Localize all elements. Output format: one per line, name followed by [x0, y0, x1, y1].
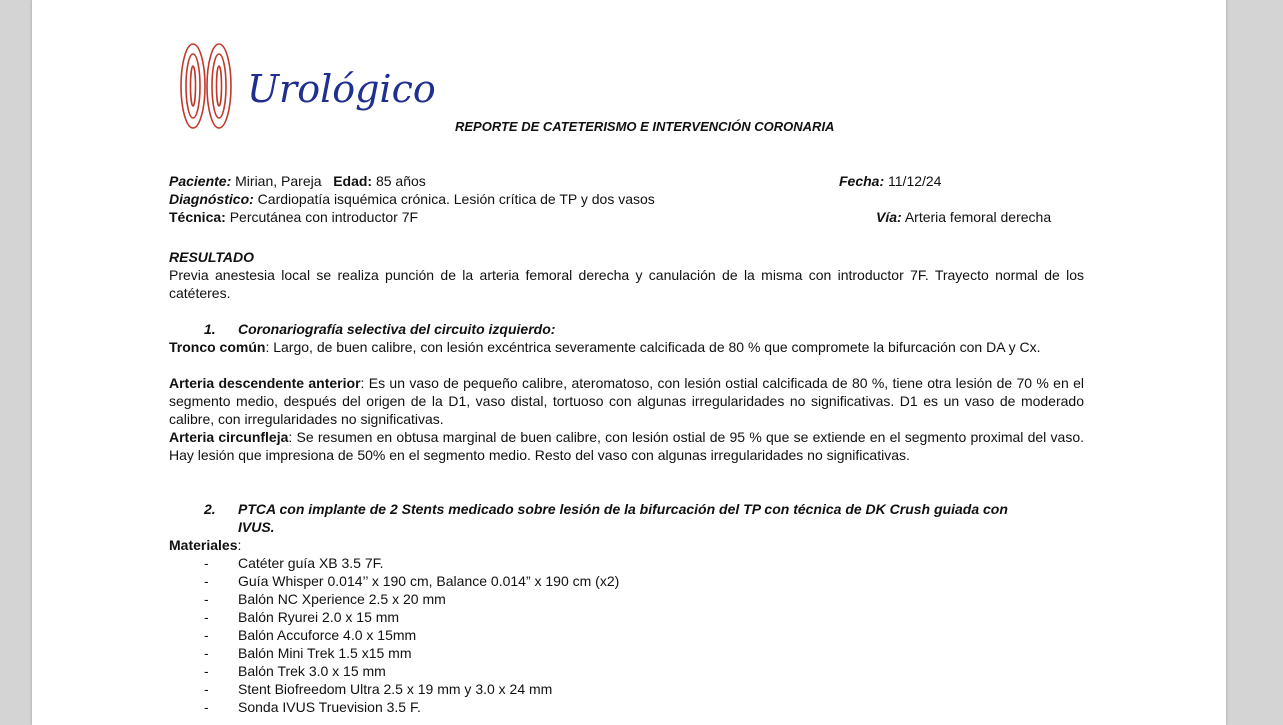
clinic-logo: [179, 40, 436, 145]
result-text: Previa anestesia local se realiza punción de la arteria femoral derecha y canulación de la misma con introductor 7F. Trayecto normal de los catéteres.: [169, 267, 1084, 301]
section1-title: Coronariografía selectiva del circuito izquierdo:: [238, 321, 556, 337]
document-page: Urológico REPORTE DE CATETERISMO E INTERVENCIÓN CORONARIA Paciente: Mirian, Pareja Edad: 85 años Fecha: 11/12/24 Diagnóstico: Cardiopatía isquémica crónica. Lesión crítica de TP y dos vasos Técnica: Percutánea con introductor 7F Vía: Arteria femoral derecha RESULTADO Previa anestesia local se realiza punción de la arteria femoral derecha y canulación de la misma con introductor 7F. Trayecto normal de los catéteres. 1. Coronariografía selectiva del circuito izquierdo: Tronco común: Largo, de buen calibre, con lesión excéntrica severamente calcificada de 80 % que compromete la bifurcación con DA y Cx. Arteria descendente anterior: Es un vaso de pequeño calibre, ateromatoso, con lesión ostial calcificada de 80 %, tiene otra lesión de 70 % en el segmento medio, después del origen de la D1, vaso distal, tortuoso con algunas irregularidades no significativas. D1 es un vaso de moderado calibre, con irregularidades no significativas. Arteria circunfleja: Se resumen en obtusa marginal de buen calibre, con lesión ostial de 95 % que se extiende en el segmento proximal del vaso. Hay lesión que impresiona de 50% en el segmento medio. Resto del vaso con algunas irregularidades no significativas. 2. PTCA con implante de 2 Stents medicado sobre lesión de la bifurcación del TP con técnica de DK Crush guiada con IVUS. Materiales: - Catéter guía XB 3.5 7F. - Guía Whisper 0.014’’ x 190 cm, Balance 0.014” x 190 cm (x2) - Balón NC Xperience 2.5 x 20 mm - Balón Ryurei 2.0 x 15 mm - Balón Accuforce 4.0 x 15mm - Balón Mini Trek 1.5 x15 mm - Balón Trek 3.0 x 15 mm - Stent Biofreedom Ultra 2.5 x 19 mm y 3.0 x 24 mm - Sonda IVUS Truevision 3.5 F.: [32, 0, 1226, 725]
svg-text:Urológico: Urológico: [247, 67, 436, 111]
date-line: Fecha: 11/12/24: [839, 173, 942, 189]
section2-title-line1: PTCA con implante de 2 Stents medicado sobre lesión de la bifurcación del TP con técnica de DK Crush guiada con: [238, 501, 1008, 517]
section2-number: 2.: [204, 501, 216, 517]
technique-line: Técnica: Percutánea con introductor 7F: [169, 209, 419, 225]
route-line: Vía: Arteria femoral derecha: [876, 209, 1052, 225]
section2-title-line2: IVUS.: [238, 519, 275, 535]
result-heading: RESULTADO: [169, 249, 255, 265]
materials-heading: Materiales:: [169, 537, 242, 553]
patient-line: Paciente: Mirian, Pareja Edad: 85 años: [169, 173, 426, 189]
section1-number: 1.: [204, 321, 216, 337]
report-title: REPORTE DE CATETERISMO E INTERVENCIÓN CORONARIA: [455, 119, 835, 134]
diagnosis-line: Diagnóstico: Cardiopatía isquémica crónica. Lesión crítica de TP y dos vasos: [169, 191, 655, 207]
tronco-paragraph: Tronco común: Largo, de buen calibre, con lesión excéntrica severamente calcificada de 80 % que compromete la bifurcación con DA y Cx.: [169, 339, 1041, 355]
cx-paragraph: Arteria circunfleja: Se resumen en obtusa marginal de buen calibre, con lesión ostial de 95 % que se extiende en el segmento proximal del vaso. Hay lesión que impresiona de 50% en el segmento medio. Resto del vaso con algunas irregularidades no significativas.: [169, 429, 1084, 463]
da-paragraph: Arteria descendente anterior: Es un vaso de pequeño calibre, ateromatoso, con lesión ostial calcificada de 80 %, tiene otra lesión de 70 % en el segmento medio, después del origen de la D1, vaso distal, tortuoso con algunas irregularidades no significativas. D1 es un vaso de moderado calibre, con irregularidades no significativas.: [169, 375, 1084, 427]
